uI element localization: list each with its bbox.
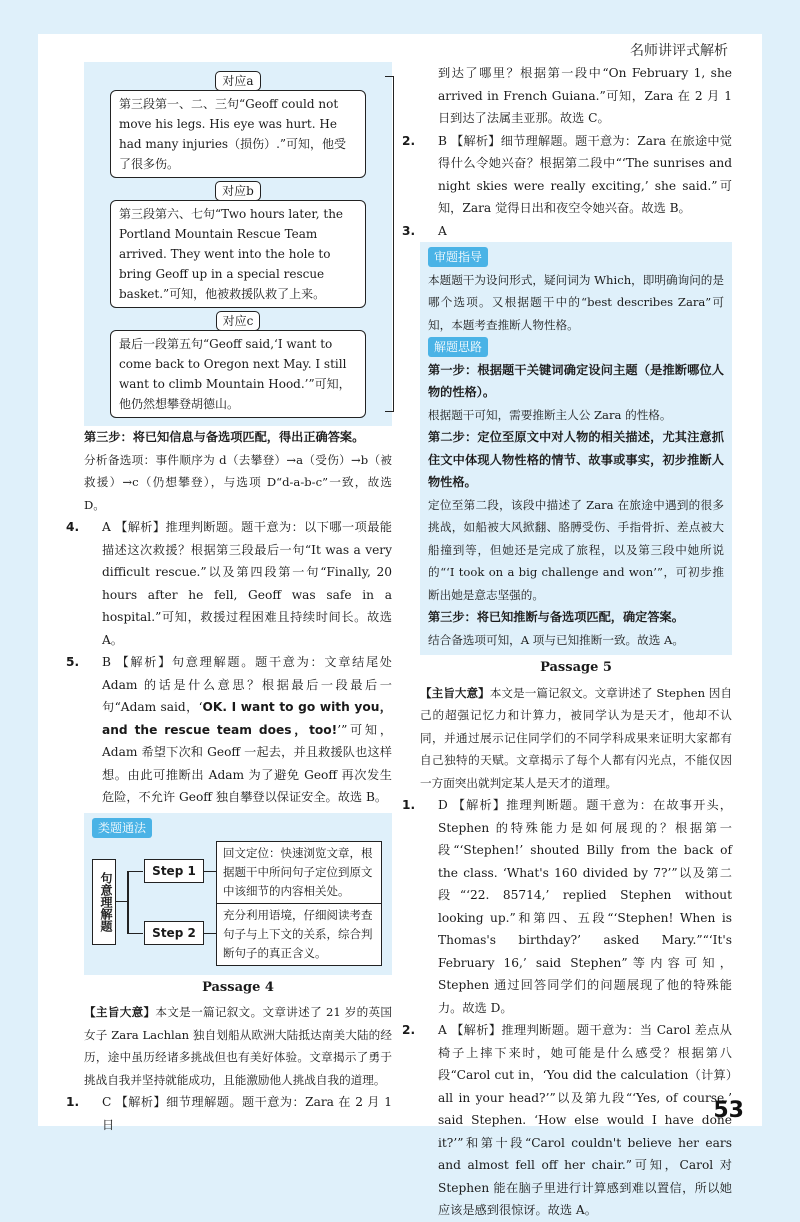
method-connector-h xyxy=(115,901,127,903)
flow-box-c: 最后一段第五句“Geoff said,‘I want to come back to Oregon next May. I still want to climb Mountain Hood.’”可知，他仍然想攀登胡德山。 xyxy=(110,330,366,418)
p4q1-number: 1. xyxy=(66,1095,80,1109)
analysis-step1-text: 根据题干可知，需要推断主人公 Zara 的性格。 xyxy=(428,407,672,422)
q5-text-1: B 【解析】句意理解题。题干意为：文章结尾处 Adam 的话是什么意思？根据最后一段最后一句“Adam said，‘ xyxy=(102,655,392,714)
flow-diagram xyxy=(84,62,392,426)
right-column xyxy=(402,62,732,1222)
flow-tag-b: 对应b xyxy=(215,181,261,201)
passage4-main-label: 【主旨大意】 xyxy=(84,1005,156,1019)
passage5-question-1 xyxy=(402,794,732,1019)
flow-bracket xyxy=(385,76,394,412)
p4q1-text: C 【解析】细节理解题。题干意为：Zara 在 2 月 1 日 xyxy=(102,1095,392,1132)
passage4-main-text: 本文是一篇记叙文。文章讲述了 21 岁的英国女子 Zara Lachlan 独自划船从欧洲大陆抵达南美大陆的经历，途中虽历经诸多挑战但也有美好体验。文章揭示了勇于挑战自我并坚持就能成功，且能激励他人挑战自我的道理。 xyxy=(84,1005,392,1087)
analysis-step2-title: 第二步：定位至原文中对人物的相关描述，尤其注意抓住文中体现人物性格的情节、故事或事实，初步推断人物性格。 xyxy=(428,430,724,489)
passage4-question-3 xyxy=(402,220,732,243)
question-5 xyxy=(66,651,393,809)
analysis-box xyxy=(420,242,732,655)
p4q2-text: B 【解析】细节理解题。题干意为：Zara 在旅途中觉得什么令她兴奋？根据第二段中“‘The sunrises and night skies were really exciting,’ she said.”可知，Zara 觉得日出和夜空令她兴奋。故选 B。 xyxy=(438,133,732,215)
method-vertical-label: 句意理解题 xyxy=(92,859,116,945)
method-connector-bottom xyxy=(127,933,143,935)
flow-tag-row-c xyxy=(94,308,382,330)
analysis-step2-text: 定位至第二段，该段中描述了 Zara 在旅途中遇到的很多挑战，如船被大风掀翻、胳膊受伤、手指骨折、差点被大船撞到等，但她还是完成了旅程，以及第三段中她所说的“‘I took on a big challenge and won’”，可初步推断出她是意志坚强的。 xyxy=(428,497,724,602)
flow-tag-row-a xyxy=(94,68,382,90)
p4q2-number: 2. xyxy=(402,133,416,148)
passage5-question-2 xyxy=(402,1019,732,1222)
p5q2-text: A 【解析】推理判断题。题干意为：当 Carol 差点从椅子上摔下来时，她可能是什么感受？根据第八段“Carol cut in，‘You did the calculation（计算）all in your head?’”以及第九段“‘Yes, of course,’ said Stephen. ‘How else would I have done it?’”和第十段“Carol couldn't believe her ears and almost fell off her chair.”可知，Carol 对 Stephen 能在脑子里进行计算感到难以置信，所以她应该是感到很惊讶。故选 A。 xyxy=(438,1023,732,1217)
analysis-label-2: 解题思路 xyxy=(428,337,488,357)
method-label: 类题通法 xyxy=(92,818,152,838)
method-step2: Step 2 xyxy=(144,921,204,945)
method-step1-desc: 回文定位：快速浏览文章，根据题干中所问句子定位到原文中该细节的内容相关处。 xyxy=(216,841,382,904)
step3-text: 分析备选项：事件顺序为 d（去攀登）→a（受伤）→b（被救援）→c（仍想攀登），与选项 D“d-a-b-c”一致，故选 D。 xyxy=(84,452,392,512)
analysis-step3-text: 结合备选项可知，A 项与已知推断一致。故选 A。 xyxy=(428,632,684,647)
passage5-main-text: 本文是一篇记叙文。文章讲述了 Stephen 因自己的超强记忆力和计算力，被同学认为是天才，他却不认同，并通过展示记住同学们的不同学科成果来证明大家都有自己独特的天赋。文章揭示了每个人都有闪光点，不能仅因一方面突出就判定某人是天才的道理。 xyxy=(420,685,732,790)
method-step1-arrow xyxy=(204,871,216,873)
method-step2-arrow xyxy=(204,933,216,935)
passage4-title: Passage 4 xyxy=(202,979,274,995)
flow-box-a: 第三段第一、二、三句“Geoff could not move his legs. His eye was hurt. He had many injuries（损伤）.”可知，他受了很多伤。 xyxy=(110,90,366,178)
header-title: 名师讲评式解析 xyxy=(630,43,728,59)
p5q2-number: 2. xyxy=(402,1023,416,1037)
left-column xyxy=(66,62,393,1136)
analysis-label-1: 审题指导 xyxy=(428,247,488,267)
p5q1-number: 1. xyxy=(402,798,416,812)
flow-tag-c: 对应c xyxy=(216,311,261,331)
question-4 xyxy=(66,516,392,651)
page-number: 53 xyxy=(713,1098,744,1123)
method-connector-v xyxy=(127,871,129,933)
passage4-question-1 xyxy=(66,1091,392,1136)
passage4-main xyxy=(84,1001,392,1091)
analysis-text-1: 本题题干为设问形式，疑问词为 Which，即明确询问的是哪个选项。又根据题干中的“best describes Zara”可知，本题考查推断人物性格。 xyxy=(428,272,724,332)
analysis-step1-title: 第一步：根据题干关键词确定设问主题（是推断哪位人物的性格）。 xyxy=(428,362,724,399)
p5q1-text: D 【解析】推理判断题。题干意为：在故事开头，Stephen 的特殊能力是如何展现的？根据第一段“‘Stephen!’ shouted Billy from the back of the class. ‘What's 160 divided by 7?’”以及第二段“‘22. 85714,’ replied Stephen without looking up.”和第四、五段“‘Stephen! When is Thomas's birthday?’ asked Mary.”“‘It's February 16,’ said Stephen”等内容可知，Stephen 通过回答同学们的问题展现了他的特殊能力。故选 D。 xyxy=(438,798,732,1015)
p4q1-continued: 到达了哪里？根据第一段中“On February 1, she arrived in French Guiana.”可知，Zara 在 2 月 1 日到达了法属圭亚那。故选 C。 xyxy=(438,66,732,125)
passage5-title: Passage 5 xyxy=(540,660,612,675)
method-step2-desc: 充分利用语境，仔细阅读考查句子与上下文的关系，综合判断句子的真正含义。 xyxy=(216,903,382,966)
flow-box-b: 第三段第六、七句“Two hours later, the Portland Mountain Rescue Team arrived. They went into the hole to bring Geoff up in a special rescue basket.”可知，他被救援队救了上来。 xyxy=(110,200,366,308)
p4q3-text: A xyxy=(438,223,447,238)
p4q3-number: 3. xyxy=(402,223,416,238)
q5-bold-quote: OK. I want to go with you，and the rescue team does，too! xyxy=(102,700,392,737)
passage4-question-2 xyxy=(402,130,732,220)
passage5-main xyxy=(420,682,732,795)
passage5-main-label: 【主旨大意】 xyxy=(420,685,490,700)
method-step1: Step 1 xyxy=(144,859,204,883)
q5-text-2: ’”可知，Adam 希望下次和 Geoff 一起去，并且救援队也这样想。由此可推断出 Adam 为了避免 Geoff 再次发生危险，不允许 Geoff 独自攀登以保证安全。故选 B。 xyxy=(102,722,393,804)
q4-text: A 【解析】推理判断题。题干意为：以下哪一项最能描述这次救援？根据第三段最后一句“It was a very difficult rescue.”以及第四段第一句“Finally, 20 hours after he fell, Geoff was safe in a hospital.”可知，救援过程困难且持续时间长。故选 A。 xyxy=(102,520,392,647)
q5-number: 5. xyxy=(66,655,80,669)
method-connector-top xyxy=(127,871,143,873)
step3-title: 第三步：将已知信息与备选项匹配，得出正确答案。 xyxy=(84,430,365,444)
flow-tag-row-b xyxy=(94,178,382,200)
method-box xyxy=(84,813,392,975)
q4-number: 4. xyxy=(66,520,80,534)
analysis-step3-title: 第三步：将已知推断与备选项匹配，确定答案。 xyxy=(428,610,684,624)
flow-tag-a: 对应a xyxy=(215,71,260,91)
